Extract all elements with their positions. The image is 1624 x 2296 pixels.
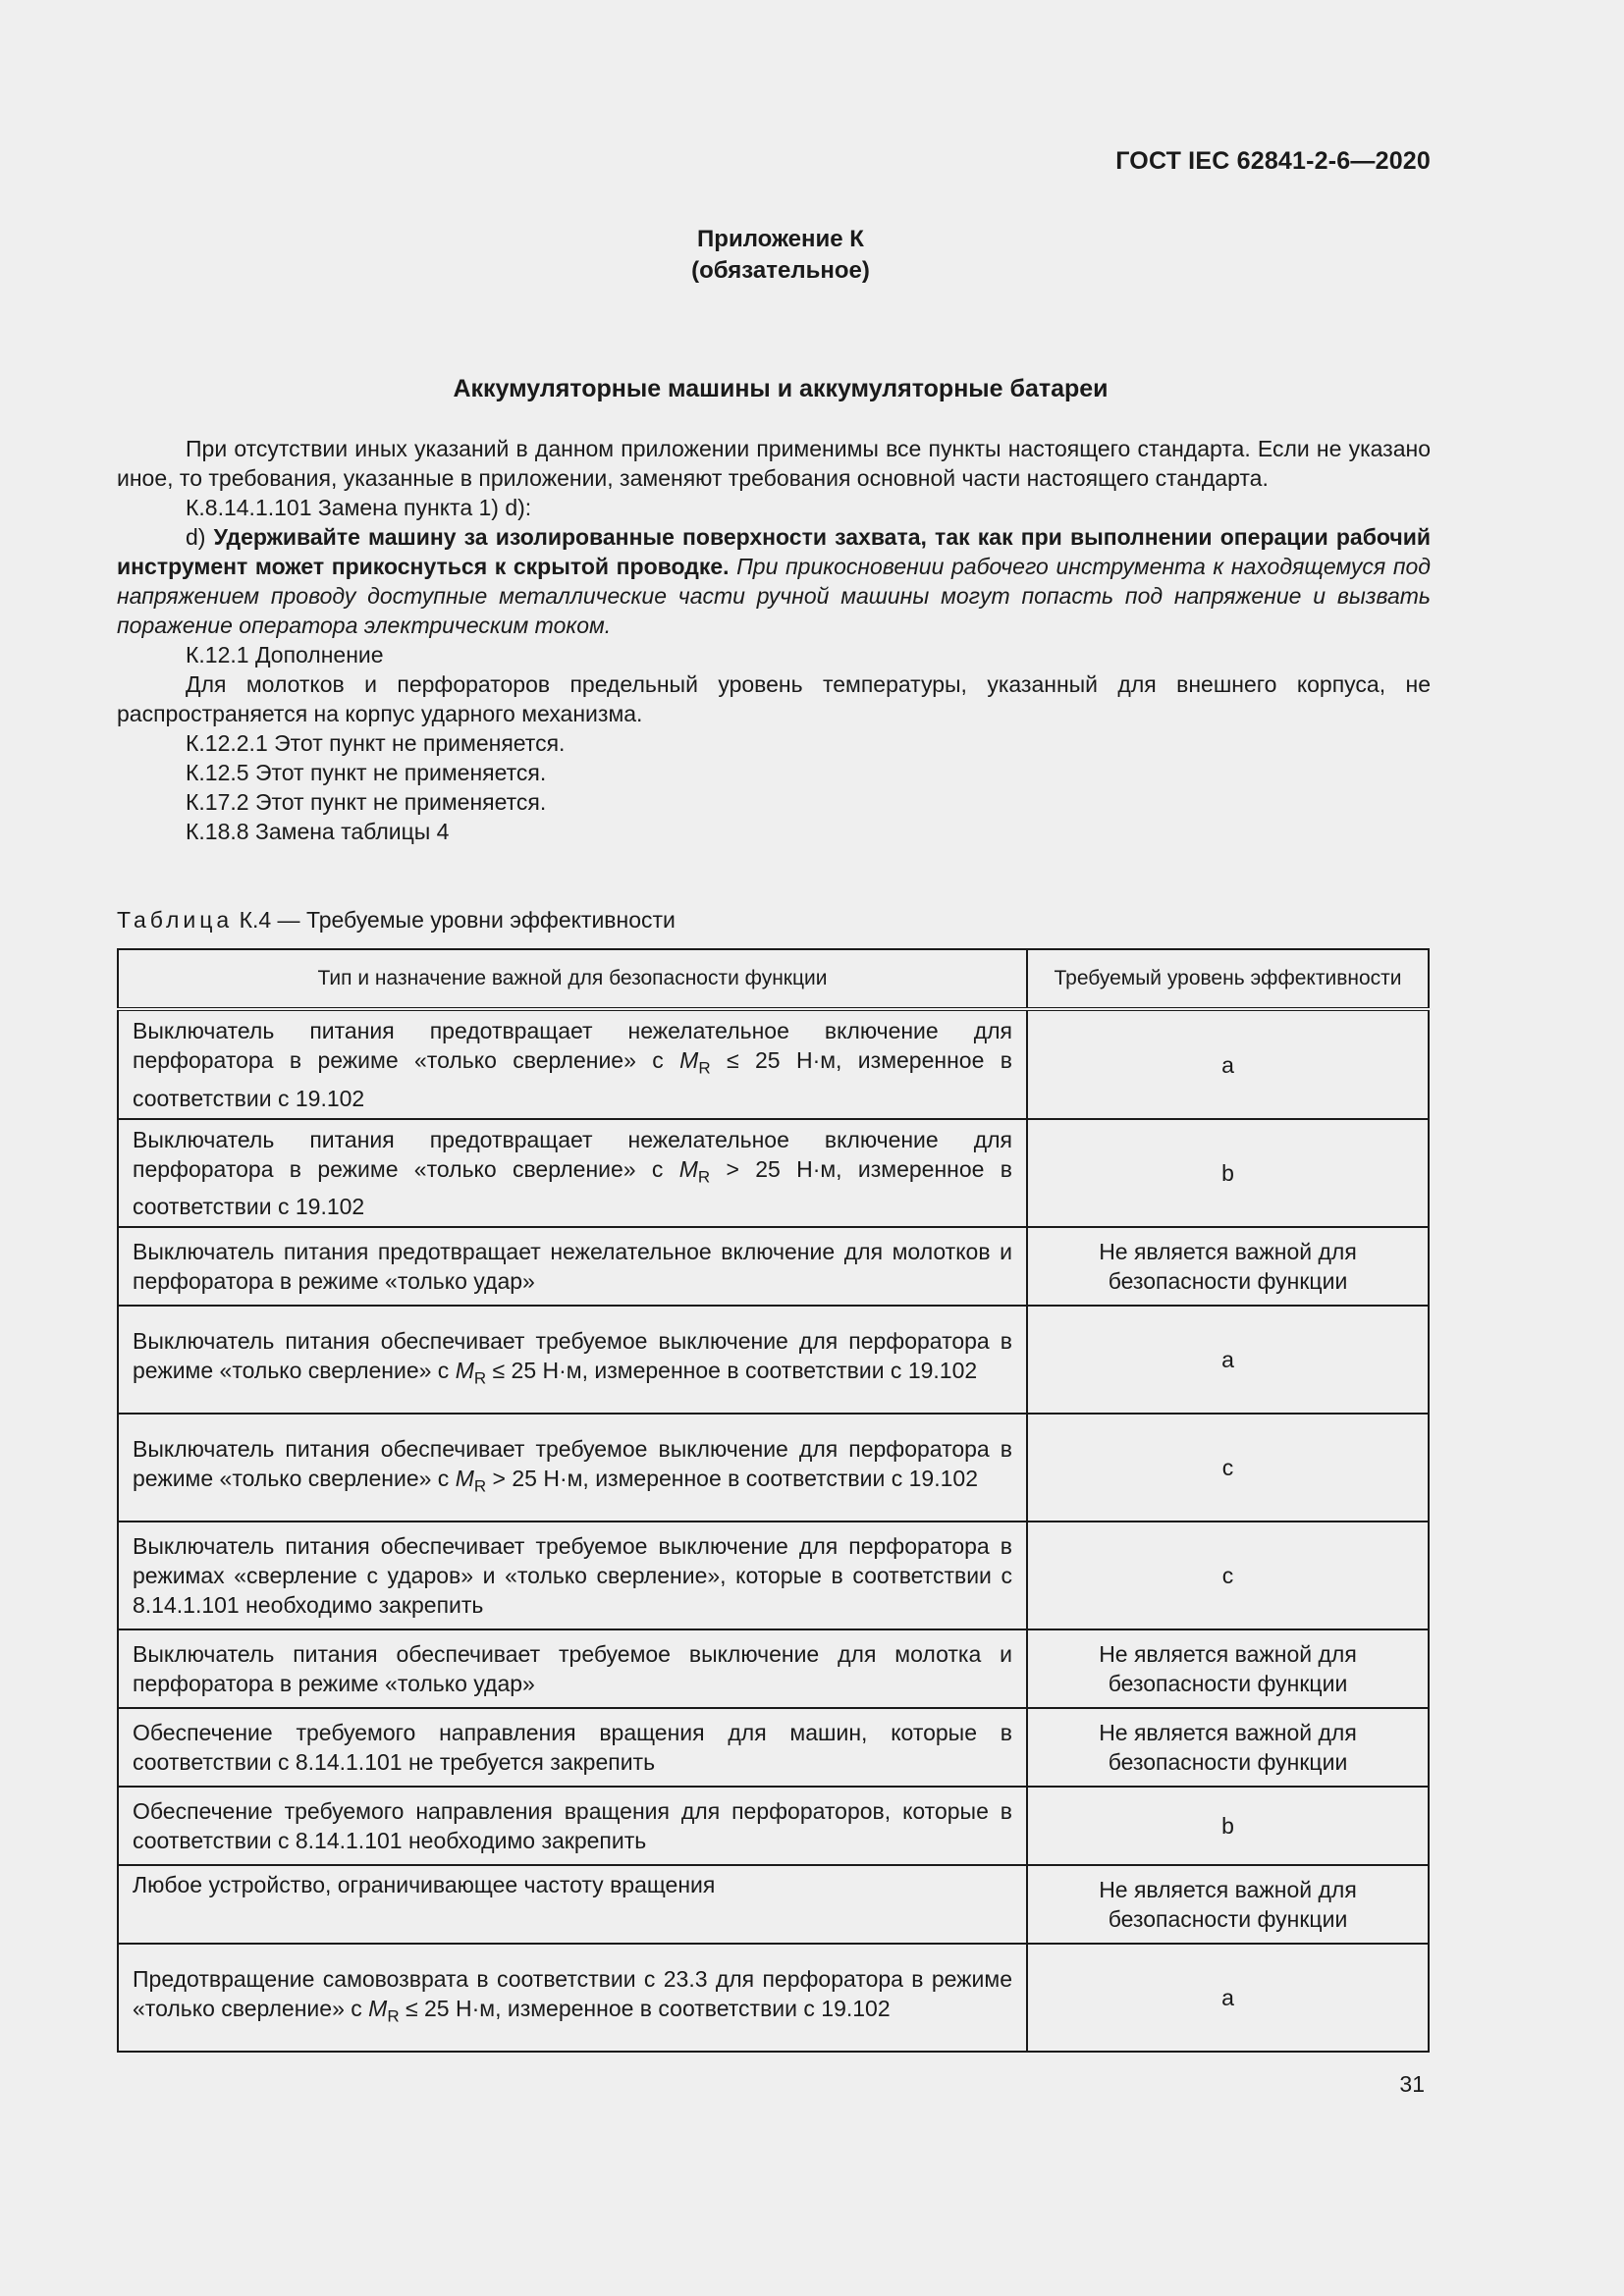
mr-symbol: $M_R$ (455, 1357, 487, 1388)
paragraph: К.17.2 Этот пункт не применяется. (186, 789, 547, 815)
warning-bold-text: Удерживайте машину за изолированные поверхности захвата, так как при выполнении операции рабочий инструмент может прикоснуться к скрытой проводке. (117, 524, 1432, 579)
table-row (118, 1865, 1429, 1944)
standard-id: ГОСТ IEC 62841-2-6—2020 (1115, 147, 1431, 175)
table-cell-level: a (1027, 1009, 1429, 1119)
table-caption (117, 907, 676, 934)
table-cell-level: Не является важной для безопасности функции (1027, 1227, 1429, 1306)
table-cell-function: Выключатель питания предотвращает нежелательное включение для молотков и перфоратора в режиме «только удар» (118, 1227, 1027, 1306)
mr-symbol: $M_R$ (368, 1995, 400, 2026)
efficiency-table (117, 948, 1430, 2053)
annex-title: Приложение К (697, 226, 864, 252)
body-text (117, 434, 1431, 846)
paragraph: Для молотков и перфораторов предельный уровень температуры, указанный для внешнего корпуса, не распространяется на корпус ударного механизма. (117, 671, 1431, 726)
table-cell-function: Выключатель питания обеспечивает требуемое выключение для перфоратора в режимах «сверление с ударов» и «только сверление», которые в соответствии с 8.14.1.101 необходимо закрепить (118, 1522, 1027, 1629)
table-cell-function: Выключатель питания предотвращает нежелательное включение для перфоратора в режиме «только сверление» с $M_R > 25$ Н·м, измеренное в соответствии с 19.102 (118, 1119, 1027, 1227)
table-cell-function: Обеспечение требуемого направления вращения для машин, которые в соответствии с 8.14.1.101 не требуется закрепить (118, 1708, 1027, 1787)
table-caption-text: К.4 — Требуемые уровни эффективности (239, 907, 676, 933)
table-cell-level: Не является важной для безопасности функции (1027, 1629, 1429, 1708)
paragraph: К.12.1 Дополнение (186, 642, 384, 667)
table-row (118, 1119, 1429, 1227)
table-cell-function: Предотвращение самовозврата в соответствии с 23.3 для перфоратора в режиме «только сверление» с $M_R \le 25$ Н·м, измеренное в соответствии с 19.102 (118, 1944, 1027, 2052)
table-cell-function: Обеспечение требуемого направления вращения для перфораторов, которые в соответствии с 8.14.1.101 необходимо закрепить (118, 1787, 1027, 1865)
warning-prefix: d) (186, 524, 214, 550)
table-row (118, 1227, 1429, 1306)
paragraph: К.12.2.1 Этот пункт не применяется. (186, 730, 566, 756)
table-row (118, 1787, 1429, 1865)
paragraph: К.12.5 Этот пункт не применяется. (186, 760, 547, 785)
table-header-row (118, 949, 1429, 1009)
table-cell-level: a (1027, 1306, 1429, 1414)
table-cell-level: c (1027, 1414, 1429, 1522)
section-title: Аккумуляторные машины и аккумуляторные батареи (453, 375, 1109, 402)
table-row (118, 1708, 1429, 1787)
mr-symbol: $M_R$ (455, 1465, 487, 1496)
table-row (118, 1629, 1429, 1708)
table-header-level: Требуемый уровень эффективности (1027, 949, 1429, 1009)
table-row (118, 1414, 1429, 1522)
table-row (118, 1009, 1429, 1119)
table-cell-function: Выключатель питания обеспечивает требуемое выключение для молотка и перфоратора в режиме «только удар» (118, 1629, 1027, 1708)
table-cell-function: Выключатель питания обеспечивает требуемое выключение для перфоратора в режиме «только сверление» с $M_R \le 25$ Н·м, измеренное в соответствии с 19.102 (118, 1306, 1027, 1414)
table-cell-level: b (1027, 1119, 1429, 1227)
table-row (118, 1944, 1429, 2052)
annex-heading (0, 224, 1561, 287)
warning-italic-text: При прикосновении рабочего инструмента к находящемуся под напряжением проводу доступные металлические части ручной машины могут попасть под напряжение и вызвать поражение оператора электрическим током. (117, 554, 1432, 638)
table-cell-level: Не является важной для безопасности функции (1027, 1865, 1429, 1944)
table-cell-level: b (1027, 1787, 1429, 1865)
paragraph-warning (117, 522, 1431, 640)
table-cell-function: Выключатель питания обеспечивает требуемое выключение для перфоратора в режиме «только сверление» с $M_R > 25$ Н·м, измеренное в соответствии с 19.102 (118, 1414, 1027, 1522)
paragraph: К.8.14.1.101 Замена пункта 1) d): (186, 495, 532, 520)
table-cell-level: a (1027, 1944, 1429, 2052)
table-caption-word: Таблица (117, 907, 234, 933)
table-row (118, 1522, 1429, 1629)
mr-symbol: $M_R$ (678, 1155, 711, 1187)
table-cell-function: Любое устройство, ограничивающее частоту вращения (118, 1865, 1027, 1944)
page-number: 31 (1399, 2071, 1425, 2097)
table-cell-level: c (1027, 1522, 1429, 1629)
paragraph: При отсутствии иных указаний в данном приложении применимы все пункты настоящего стандарта. Если не указано иное, то требования, указанные в приложении, заменяют требования основной части настоящего стандарта. (117, 436, 1431, 491)
annex-status: (обязательное) (691, 257, 870, 284)
table-header-function: Тип и назначение важной для безопасности функции (118, 949, 1027, 1009)
mr-symbol: $M_R$ (679, 1047, 711, 1078)
table-cell-level: Не является важной для безопасности функции (1027, 1708, 1429, 1787)
table-cell-function: Выключатель питания предотвращает нежелательное включение для перфоратора в режиме «только сверление» с $M_R \le 25$ Н·м, измеренное в соответствии с 19.102 (118, 1009, 1027, 1119)
table-row (118, 1306, 1429, 1414)
paragraph: К.18.8 Замена таблицы 4 (186, 819, 450, 844)
